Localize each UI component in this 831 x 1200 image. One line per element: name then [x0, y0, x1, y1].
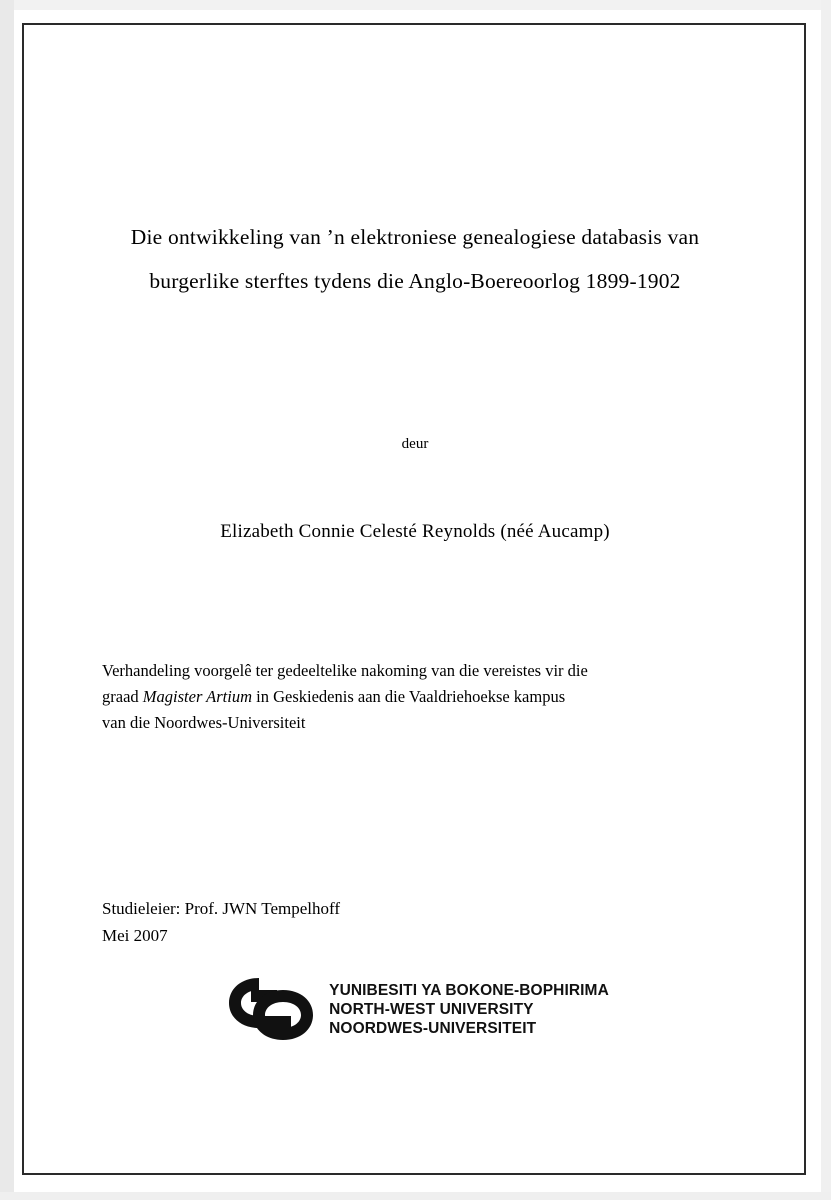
- university-logo-line-3: NOORDWES-UNIVERSITEIT: [329, 1019, 537, 1037]
- university-logo-line-2: NORTH-WEST UNIVERSITY: [329, 1000, 534, 1018]
- degree-statement-line-2-pre: graad: [102, 687, 143, 706]
- north-west-university-logo-icon: [221, 970, 321, 1048]
- document-title-line-2: burgerlike sterftes tydens die Anglo-Boereoorlog 1899-1902: [149, 269, 681, 293]
- by-word-label: deur: [401, 436, 429, 452]
- university-logo-line-1: YUNIBESITI YA BOKONE-BOPHIRIMA: [329, 981, 609, 999]
- date-line: Mei 2007: [102, 926, 168, 945]
- author-name: Elizabeth Connie Celesté Reynolds (néé Aucamp): [220, 521, 610, 542]
- university-logo-block: [100, 970, 730, 1048]
- supervisor-and-date: [102, 895, 602, 949]
- document-title: [100, 215, 730, 303]
- degree-statement-line-3: van die Noordwes-Universiteit: [102, 713, 306, 732]
- degree-statement-line-2-post: in Geskiedenis aan die Vaaldriehoekse kampus: [252, 687, 566, 706]
- scan-edge-bottom: [0, 1192, 831, 1200]
- supervisor-line: Studieleier: Prof. JWN Tempelhoff: [102, 899, 341, 918]
- document-title-line-1: Die ontwikkeling van ’n elektroniese genealogiese databasis van: [130, 225, 700, 249]
- degree-statement: [102, 658, 724, 736]
- scan-edge-left: [0, 0, 14, 1200]
- scan-edge-top: [0, 0, 831, 10]
- scan-edge-right: [821, 0, 831, 1200]
- degree-name-italic: Magister Artium: [142, 687, 253, 706]
- university-logo-text: [329, 981, 609, 1038]
- degree-statement-line-1: Verhandeling voorgelê ter gedeeltelike nakoming van die vereistes vir die: [102, 661, 588, 680]
- degree-statement-line-2: [102, 684, 724, 710]
- title-page-content: [100, 60, 730, 1140]
